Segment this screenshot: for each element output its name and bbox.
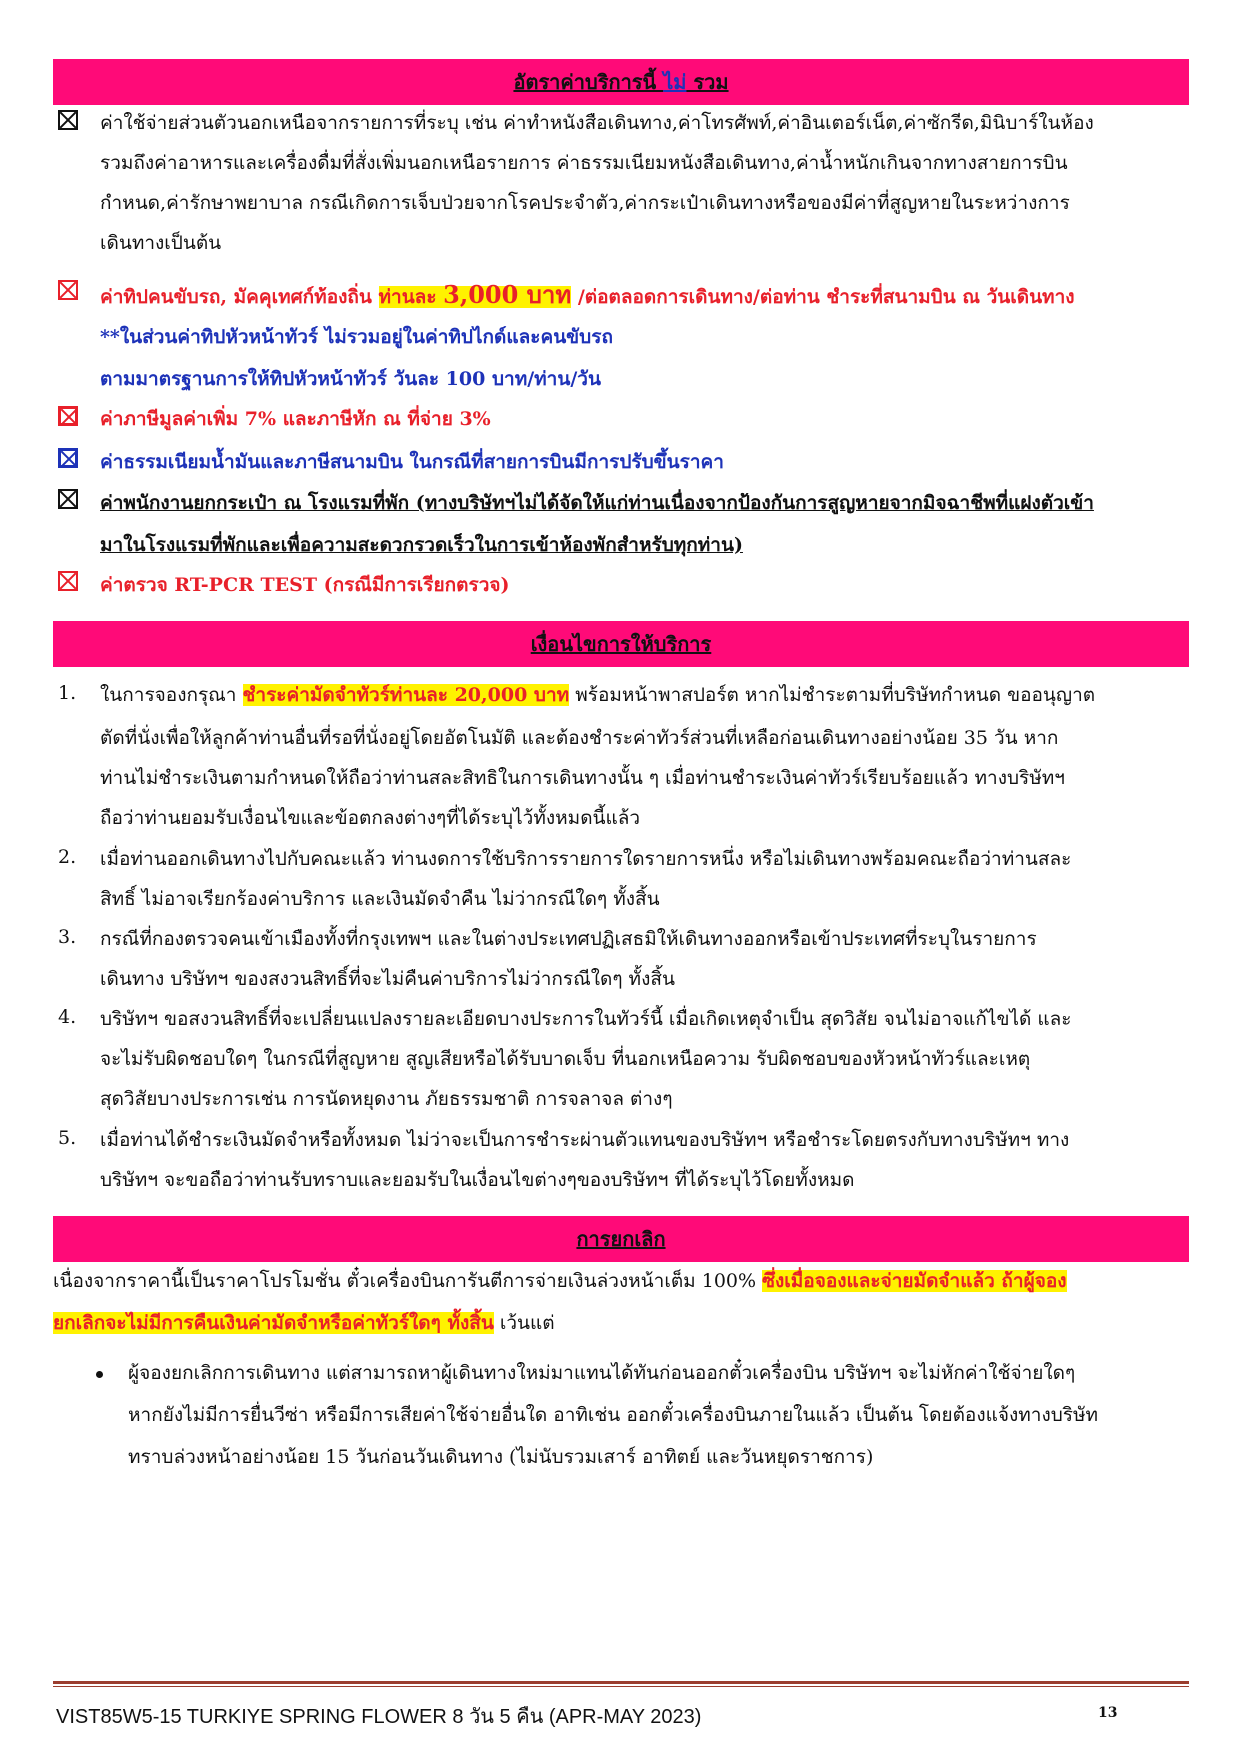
checkbox-x-icon — [58, 280, 78, 300]
cancel-highlight: ยกเลิกจะไม่มีการคืนเงินค่ามัดจำหรือค่าทัวร์ใดๆ ทั้งสิ้น — [53, 1312, 494, 1334]
excluded-item-1-line-1: ค่าใช้จ่ายส่วนตัวนอกเหนือจากรายการที่ระบุ เช่น ค่าทำหนังสือเดินทาง,ค่าโทรศัพท์,ค่าอินเตอร์เน็ต,ค่าซักรีด,มินิบาร์ในห้อง — [100, 112, 1094, 134]
condition-4-line-2: จะไม่รับผิดชอบใดๆ ในกรณีที่สูญหาย สูญเสียหรือได้รับบาดเจ็บ ที่นอกเหนือความ รับผิดชอบของหัวหน้าทัวร์และเหตุ — [100, 1048, 1031, 1070]
checkbox-x-icon — [58, 406, 78, 426]
condition-4-line-3: สุดวิสัยบางประการเช่น การนัดหยุดงาน ภัยธรรมชาติ การจลาจล ต่างๆ — [100, 1088, 673, 1110]
excluded-item-1-line-2: รวมถึงค่าอาหารและเครื่องดื่มที่สั่งเพิ่มนอกเหนือรายการ ค่าธรรมเนียมหนังสือเดินทาง,ค่าน้ำหนักเกินจากทางสายการบิน — [100, 152, 1068, 174]
condition-4-line-1: บริษัทฯ ขอสงวนสิทธิ์ที่จะเปลี่ยนแปลงรายละเอียดบางประการในทัวร์นี้ เมื่อเกิดเหตุจำเป็น สุดวิสัย จนไม่อาจแก้ไขได้ และ — [100, 1008, 1072, 1030]
tip-note-1: **ในส่วนค่าทิปหัวหน้าทัวร์ ไม่รวมอยู่ในค่าทิปไกด์และคนขับรถ — [100, 326, 613, 348]
cancel-paragraph-line-1 — [53, 1266, 1143, 1296]
tip-highlight-amount: 3,000 บาท — [443, 280, 572, 309]
excluded-item-4: ค่าธรรมเนียมน้ำมันและภาษีสนามบิน ในกรณีที่สายการบินมีการปรับขึ้นราคา — [100, 451, 724, 473]
cancel-bullet-line-1: ผู้จองยกเลิกการเดินทาง แต่สามารถหาผู้เดินทางใหม่มาแทนได้ทันก่อนออกตั๋วเครื่องบิน บริษัทฯ จะไม่หักค่าใช้จ่ายใดๆ — [128, 1362, 1076, 1384]
tip-highlight-a: ท่านละ — [378, 286, 444, 308]
header-text: การยกเลิก — [576, 1227, 666, 1251]
header-tail: รวม — [686, 70, 729, 94]
list-number: 4. — [58, 1006, 77, 1028]
section-header-cancellation — [53, 1216, 1189, 1262]
excluded-item-1-line-3: กำหนด,ค่ารักษาพยาบาล กรณีเกิดการเจ็บป่วยจากโรคประจำตัว,ค่ากระเป๋าเดินทางหรือของมีค่าที่สูญหายในระหว่างการ — [100, 192, 1070, 214]
condition-3-line-2: เดินทาง บริษัทฯ ของสงวนสิทธิ์ที่จะไม่คืนค่าบริการไม่ว่ากรณีใดๆ ทั้งสิ้น — [100, 968, 675, 990]
checkbox-x-icon — [58, 571, 78, 591]
condition-2-line-2: สิทธิ์ ไม่อาจเรียกร้องค่าบริการ และเงินมัดจำคืน ไม่ว่ากรณีใดๆ ทั้งสิ้น — [100, 888, 660, 910]
cancel-text: เนื่องจากราคานี้เป็นราคาโปรโมชั่น ตั๋วเครื่องบินการันตีการจ่ายเงินล่วงหน้าเต็ม 100% — [53, 1270, 763, 1292]
tip-note-2: ตามมาตรฐานการให้ทิปหัวหน้าทัวร์ วันละ 100 บาท/ท่าน/วัน — [100, 368, 601, 390]
section-header-conditions — [53, 621, 1189, 667]
condition-1-line-4: ถือว่าท่านยอมรับเงื่อนไขและข้อตกลงต่างๆที่ได้ระบุไว้ทั้งหมดนี้แล้ว — [100, 807, 641, 829]
excluded-item-1-line-4: เดินทางเป็นต้น — [100, 232, 222, 254]
excluded-item-5-line-1: ค่าพนักงานยกกระเป๋า ณ โรงแรมที่พัก (ทางบริษัทฯไม่ได้จัดให้แก่ท่านเนื่องจากป้องกันการสูญหายจากมิจฉาชีพที่แฝงตัวเข้า — [100, 492, 1094, 514]
checkbox-x-icon — [58, 448, 78, 468]
condition-3-line-1: กรณีที่กองตรวจคนเข้าเมืองทั้งที่กรุงเทพฯ และในต่างประเทศปฏิเสธมิให้เดินทางออกหรือเข้าประเทศที่ระบุในรายการ — [100, 928, 1037, 950]
footer-title: VIST85W5-15 TURKIYE SPRING FLOWER 8 วัน 5 คืน (APR-MAY 2023) — [56, 1706, 702, 1728]
condition-1-line-1 — [100, 680, 1190, 710]
condition-1-line-2: ตัดที่นั่งเพื่อให้ลูกค้าท่านอื่นที่รอที่นั่งอยู่โดยอัตโนมัติ และต้องชำระค่าทัวร์ส่วนที่เหลือก่อนเดินทางอย่างน้อย 35 วัน หาก — [100, 727, 1059, 749]
condition-2-line-1: เมื่อท่านออกเดินทางไปกับคณะแล้ว ท่านงดการใช้บริการรายการใดรายการหนึ่ง หรือไม่เดินทางพร้อมคณะถือว่าท่านสละ — [100, 848, 1072, 870]
section-header-not-included — [53, 59, 1189, 105]
excluded-item-3: ค่าภาษีมูลค่าเพิ่ม 7% และภาษีหัก ณ ที่จ่าย 3% — [100, 408, 491, 430]
page-number: 13 — [1098, 1705, 1118, 1721]
cancel-except: เว้นแต่ — [493, 1312, 555, 1334]
tip-text: ค่าทิปคนขับรถ, มัคคุเทศก์ท้องถิ่น — [100, 286, 379, 308]
footer-divider-thin — [53, 1686, 1189, 1687]
cancel-bullet-line-3: ทราบล่วงหน้าอย่างน้อย 15 วันก่อนวันเดินทาง (ไม่นับรวมเสาร์ อาทิตย์ และวันหยุดราชการ) — [128, 1446, 874, 1468]
checkbox-x-icon — [58, 489, 78, 509]
tip-post: /ต่อตลอดการเดินทาง/ต่อท่าน ชำระที่สนามบิน ณ วันเดินทาง — [571, 286, 1075, 308]
condition-1-pre: ในการจองกรุณา — [100, 684, 243, 706]
header-text: อัตราค่าบริการนี้ — [513, 70, 664, 94]
excluded-item-5-line-2: มาในโรงแรมที่พักและเพื่อความสะดวกรวดเร็วในการเข้าห้องพักสำหรับทุกท่าน) — [100, 534, 743, 556]
footer-divider — [53, 1681, 1189, 1684]
list-number: 5. — [58, 1127, 77, 1149]
excluded-item-6: ค่าตรวจ RT-PCR TEST (กรณีมีการเรียกตรวจ) — [100, 574, 510, 596]
condition-1-line-3: ท่านไม่ชำระเงินตามกำหนดให้ถือว่าท่านสละสิทธิในการเดินทางนั้น ๆ เมื่อท่านชำระเงินค่าทัวร์เรียบร้อยแล้ว ทางบริษัทฯ — [100, 767, 1065, 789]
condition-5-line-2: บริษัทฯ จะขอถือว่าท่านรับทราบและยอมรับในเงื่อนไขต่างๆของบริษัทฯ ที่ได้ระบุไว้โดยทั้งหมด — [100, 1169, 855, 1191]
header-not-word: ไม่ — [663, 70, 687, 94]
cancel-highlight: ซึ่งเมื่อจองและจ่ายมัดจำแล้ว ถ้าผู้จอง — [762, 1270, 1067, 1292]
list-number: 3. — [58, 926, 77, 948]
header-text: เงื่อนไขการให้บริการ — [530, 632, 712, 656]
bullet-icon — [96, 1371, 103, 1378]
list-number: 1. — [58, 682, 77, 704]
cancel-paragraph-line-2 — [53, 1308, 1143, 1338]
cancel-bullet-line-2: หากยังไม่มีการยื่นวีซ่า หรือมีการเสียค่าใช้จ่ายอื่นใด อาทิเช่น ออกตั๋วเครื่องบินภายในแล้ว เป็นต้น โดยต้องแจ้งทางบริษัท — [128, 1404, 1099, 1426]
tip-highlight — [378, 280, 572, 309]
condition-1-post: พร้อมหน้าพาสปอร์ต หากไม่ชำระตามที่บริษัทกำหนด ขออนุญาต — [569, 684, 1096, 706]
excluded-item-2 — [100, 275, 1190, 314]
deposit-highlight: ชำระค่ามัดจำทัวร์ท่านละ 20,000 บาท — [242, 684, 570, 706]
checkbox-x-icon — [58, 110, 78, 130]
list-number: 2. — [58, 846, 77, 868]
condition-5-line-1: เมื่อท่านได้ชำระเงินมัดจำหรือทั้งหมด ไม่ว่าจะเป็นการชำระผ่านตัวแทนของบริษัทฯ หรือชำระโดยตรงกับทางบริษัทฯ ทาง — [100, 1129, 1070, 1151]
